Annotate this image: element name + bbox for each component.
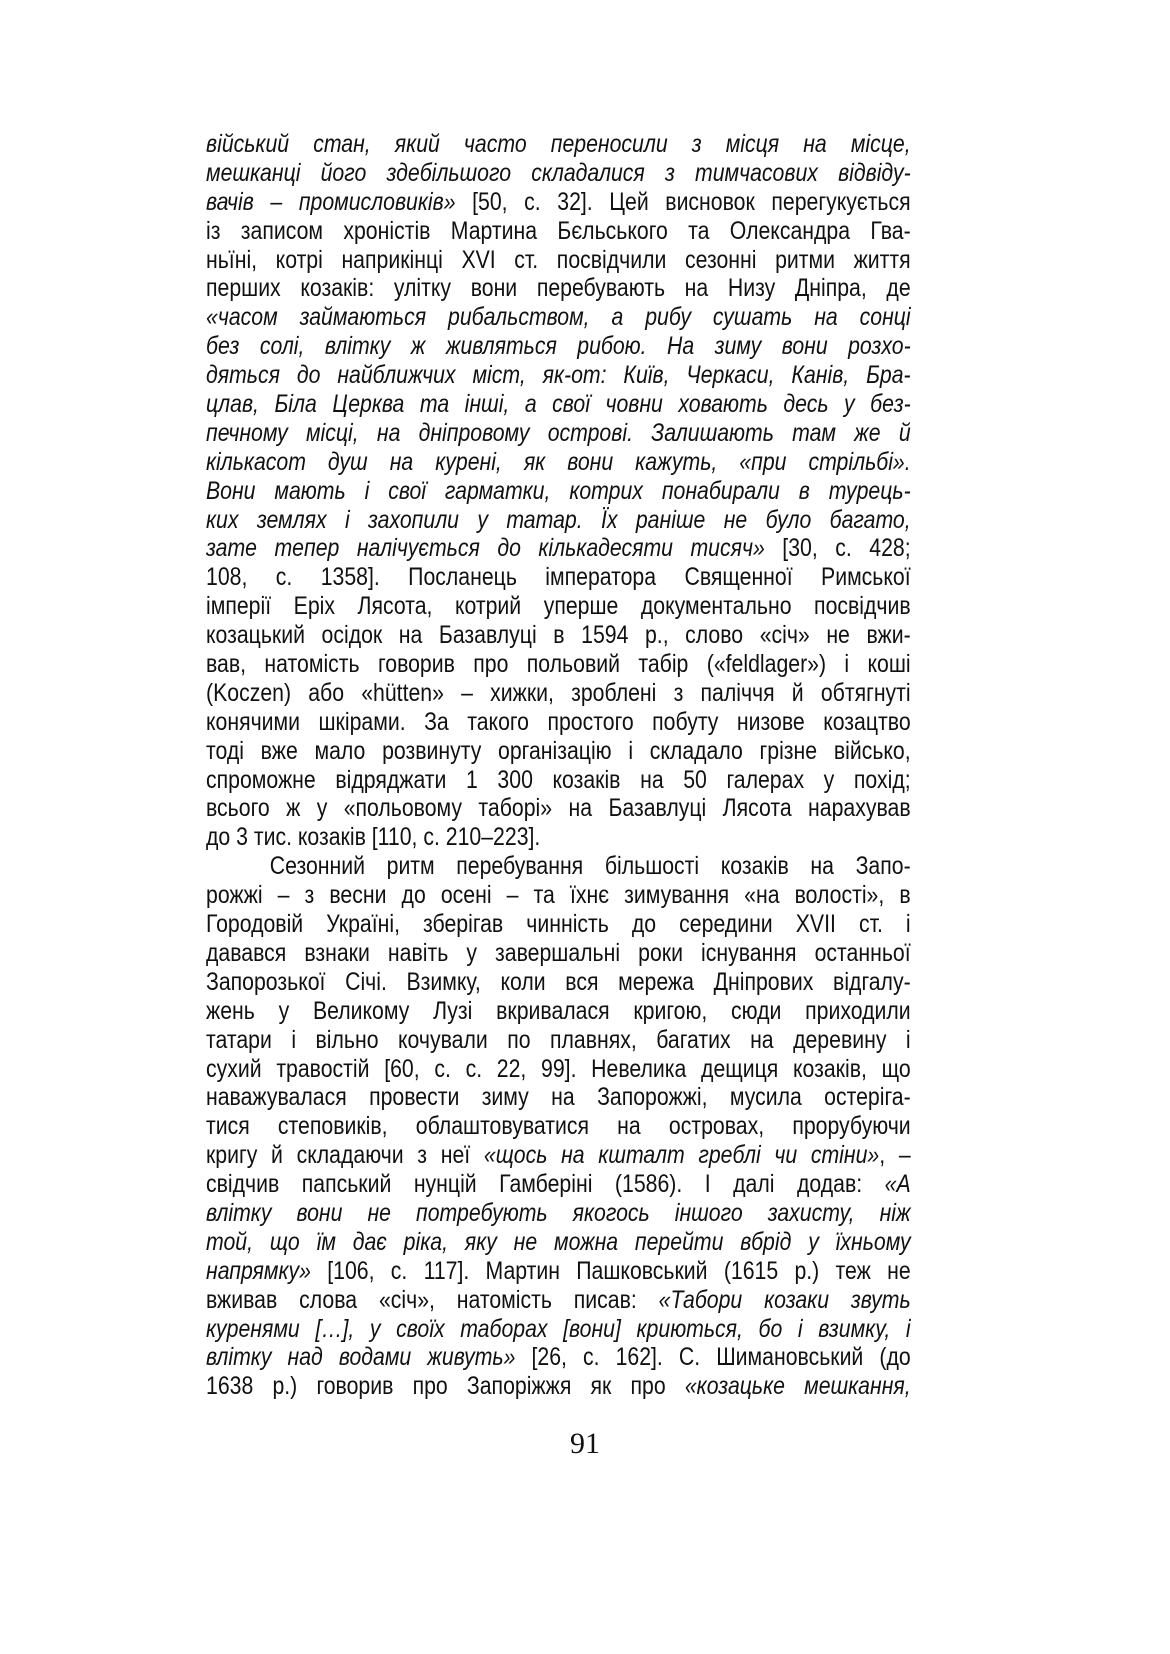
- text-line: [206, 1026, 911, 1055]
- text-line: [206, 1315, 911, 1344]
- paragraph: [206, 130, 911, 852]
- text-line: [206, 881, 911, 910]
- text-line: [206, 1228, 911, 1257]
- body-text-span: спроможне відряджати 1 300 козаків на 50 галерах у похід;: [206, 765, 911, 794]
- text-line: [206, 1372, 911, 1401]
- text-line: [206, 910, 911, 939]
- body-text-span: до 3 тис. козаків [110, с. 210–223].: [206, 823, 541, 852]
- body-text-span: давався взнаки навіть у завершальні роки існування останньої: [206, 938, 911, 967]
- text-line: [206, 361, 911, 390]
- quote-text: влітку над водами живуть»: [206, 1343, 516, 1372]
- text-line: [206, 448, 911, 477]
- text-line: [206, 1083, 911, 1112]
- quote-text: влітку вони не потребують якогось іншого захисту, ніж: [206, 1198, 911, 1227]
- text-line: [206, 592, 911, 621]
- quote-text: зате тепер налічується до кількадесяти тисяч»: [206, 534, 765, 563]
- text-line: [206, 1286, 911, 1315]
- body-text-span: 1638 р.) говорив про Запоріжжя як про: [206, 1372, 685, 1401]
- body-text-span: Сезонний ритм перебування більшості козаків на Запо-: [269, 852, 911, 881]
- body-text-span: [26, с. 162]. С. Шимановський (до: [515, 1343, 911, 1372]
- text-line: [206, 997, 911, 1026]
- text-line: [206, 303, 911, 332]
- body-text-span: , –: [879, 1141, 911, 1170]
- text-line: [206, 939, 911, 968]
- text-line: [206, 823, 911, 852]
- body-text-span: татари і вільно кочували по плавнях, багатих на деревину і: [206, 1025, 911, 1054]
- text-line: [206, 274, 911, 303]
- text-line: [206, 708, 911, 737]
- text-line: [206, 1112, 911, 1141]
- body-text-span: Городовій Україні, зберігав чинність до середини XVII ст. і: [206, 910, 911, 939]
- text-line: [206, 1257, 911, 1286]
- quote-text: «Табори козаки звуть: [658, 1285, 911, 1314]
- text-line: [206, 390, 911, 419]
- text-line: [206, 217, 911, 246]
- quote-text: «козацьке мешкання,: [684, 1372, 911, 1401]
- quote-text: цлав, Біла Церква та інші, а свої човни ховають десь у без-: [206, 390, 911, 419]
- text-line: [206, 419, 911, 448]
- text-line: [206, 1055, 911, 1084]
- quote-text: печному місці, на дніпровому острові. Залишають там же й: [206, 418, 911, 447]
- body-text-span: [106, с. 117]. Мартин Пашковський (1615 р.) теж не: [310, 1256, 911, 1285]
- body-text-span: свідчив папський нунцій Гамберіні (1586). І далі додав:: [206, 1170, 885, 1199]
- body-text-span: 108, с. 1358]. Посланець імператора Священної Римської: [206, 563, 911, 592]
- body-text-span: всього ж у «польовому таборі» на Базавлуці Лясота нарахував: [206, 794, 911, 823]
- text-line: [206, 794, 911, 823]
- quote-text: «щось на кшталт греблі чи стіни»: [483, 1141, 880, 1170]
- quote-text: дяться до найближчих міст, як-от: Київ, Черкаси, Канів, Бра-: [206, 361, 911, 390]
- quote-text: кількасот душ на курені, як вони кажуть, «при стрільбі».: [206, 447, 911, 476]
- body-text-span: тоді вже мало розвинуту організацію і складало грізне військо,: [206, 736, 911, 765]
- body-text-span: кригу й складаючи з неї: [206, 1141, 484, 1170]
- body-text-span: із записом хроністів Мартина Бєльського та Олександра Гва-: [206, 216, 911, 245]
- body-text-span: конячими шкірами. За такого простого побуту низове козацтво: [206, 707, 911, 736]
- text-line: [206, 159, 911, 188]
- quote-text: вачів – промисловиків»: [206, 187, 456, 216]
- body-text-span: (Koczen) або «hütten» – хижки, зроблені з паліччя й обтягнуті: [206, 678, 911, 707]
- text-line: [206, 650, 911, 679]
- text-line: [206, 679, 911, 708]
- paragraph: [206, 852, 911, 1401]
- quote-text: «часом займаються рибальством, а рибу сушать на сонці: [206, 303, 911, 332]
- quote-text: війський стан, який часто переносили з місця на місце,: [206, 130, 911, 158]
- body-text-span: імперії Еріх Лясота, котрий уперше документально посвідчив: [206, 592, 911, 621]
- body-text-span: вживав слова «січ», натомість писав:: [206, 1285, 659, 1314]
- text-line: [206, 130, 911, 159]
- body-text-span: вав, натомість говорив про польовий табір («feldlager») і коші: [206, 650, 911, 679]
- body-text-span: наважувалася провести зиму на Запорожжі, мусила остеріга-: [206, 1083, 911, 1112]
- body-text-span: жень у Великому Лузі вкривалася кригою, сюди приходили: [206, 996, 911, 1025]
- body-text-span: ньїні, котрі наприкінці XVI ст. посвідчили сезонні ритми життя: [206, 245, 911, 274]
- quote-text: напрямку»: [206, 1256, 311, 1285]
- page-number: 91: [570, 1427, 600, 1460]
- text-line: [206, 1343, 911, 1372]
- text-line: [206, 852, 911, 881]
- body-text-span: [50, с. 32]. Цей висновок перегукується: [455, 187, 911, 216]
- text-line: [206, 1199, 911, 1228]
- text-line: [206, 621, 911, 650]
- quote-text: ких землях і захопили у татар. Їх раніше не було багато,: [206, 505, 911, 534]
- text-line: [206, 506, 911, 535]
- body-text-span: рожжі – з весни до осені – та їхнє зимування «на волості», в: [206, 881, 911, 910]
- quote-text: мешканці його здебільшого складалися з тимчасових відвіду-: [206, 158, 911, 187]
- text-line: [206, 246, 911, 275]
- text-line: [206, 766, 911, 795]
- text-line: [206, 188, 911, 217]
- text-line: [206, 1141, 911, 1170]
- body-text-span: сухий травостій [60, с. с. 22, 99]. Невелика дещиця козаків, що: [206, 1054, 911, 1083]
- text-line: [206, 534, 911, 563]
- text-line: [206, 737, 911, 766]
- text-line: [206, 1170, 911, 1199]
- body-text-span: Запорозької Січі. Взимку, коли вся мережа Дніпрових відгалу-: [206, 967, 911, 996]
- text-line: [206, 968, 911, 997]
- quote-text: той, що їм дає ріка, яку не можна перейти вбрід у їхньому: [206, 1227, 911, 1256]
- body-text-span: тися степовиків, облаштовуватися на островах, прорубуючи: [206, 1112, 911, 1141]
- body-text: [206, 130, 911, 1401]
- quote-text: «А: [884, 1170, 911, 1199]
- body-text-span: козацький осідок на Базавлуці в 1594 р., слово «січ» не вжи-: [206, 621, 911, 650]
- text-line: [206, 563, 911, 592]
- quote-text: куренями […], у своїх таборах [вони] криються, бо і взимку, і: [206, 1314, 911, 1343]
- quote-text: без солі, влітку ж живляться рибою. На зиму вони розхо-: [206, 332, 911, 361]
- text-line: [206, 332, 911, 361]
- quote-text: Вони мають і свої гарматки, котрих понабирали в турець-: [206, 476, 911, 505]
- text-line: [206, 477, 911, 506]
- body-text-span: перших козаків: улітку вони перебувають на Низу Дніпра, де: [206, 274, 911, 303]
- body-text-span: [30, с. 428;: [764, 534, 911, 563]
